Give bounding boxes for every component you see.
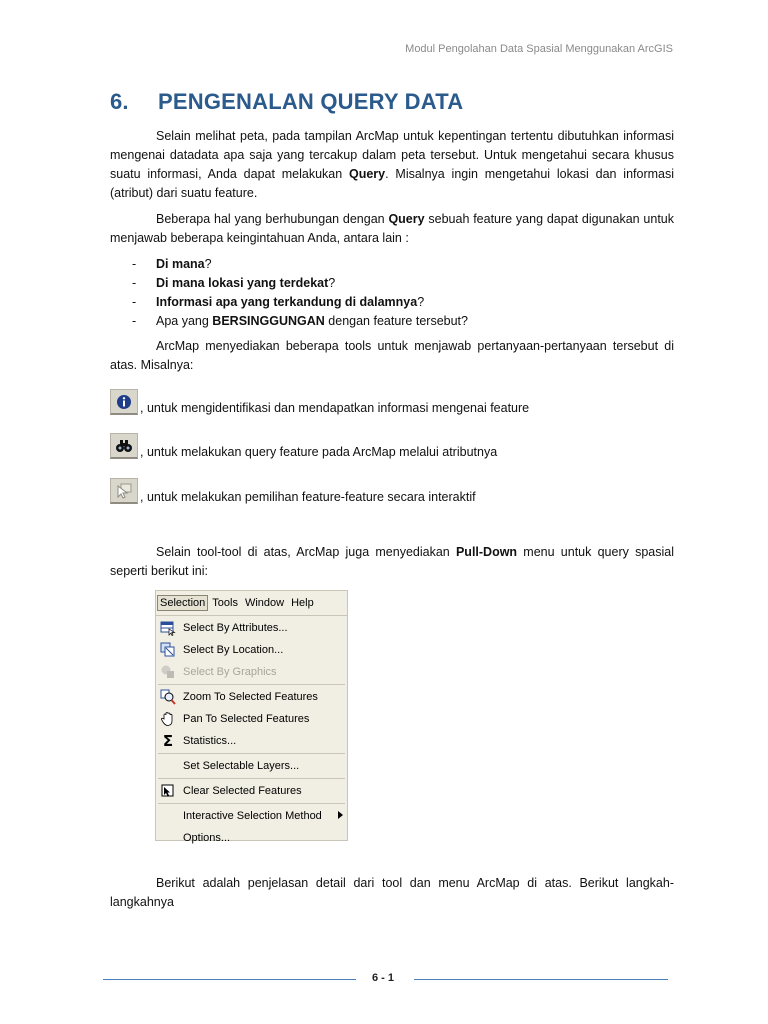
tool-row-find — [110, 432, 497, 460]
submenu-arrow-icon — [338, 811, 343, 819]
menu-separator — [158, 778, 345, 779]
menu-item-select-by-graphics[interactable]: Select By Graphics — [156, 661, 347, 683]
zoom-to-selected-icon — [160, 689, 176, 705]
footer-line-left — [103, 979, 356, 980]
selection-menu — [155, 590, 348, 844]
footer-line-right — [414, 979, 668, 980]
tool-row-identify — [110, 388, 529, 416]
select-tool-desc: , untuk melakukan pemilihan feature-feature secara interaktif — [140, 490, 476, 504]
menu-item-interactive-selection-method[interactable]: Interactive Selection Method — [156, 805, 347, 827]
sigma-icon: Σ — [162, 732, 174, 750]
menu-separator — [158, 803, 345, 804]
menu-separator — [158, 753, 345, 754]
bullet-list — [132, 255, 468, 331]
menu-item-select-by-attributes[interactable]: Select By Attributes... — [156, 617, 347, 639]
menu-item-options[interactable]: Options... — [183, 832, 231, 844]
menu-tools[interactable]: Tools — [212, 597, 238, 609]
menu-item-set-selectable-layers[interactable]: Set Selectable Layers... — [183, 760, 300, 772]
find-tool-desc: , untuk melakukan query feature pada ArcMap melalui atributnya — [140, 445, 498, 459]
menu-item-pan-to-selected[interactable]: Pan To Selected Features — [156, 708, 347, 730]
menu-help[interactable]: Help — [291, 597, 314, 609]
menu-bar — [156, 591, 347, 616]
paragraph-pulldown: Selain tool-tool di atas, ArcMap juga menyediakan Pull-Down menu untuk query spasial seperti berikut ini: — [110, 545, 674, 578]
select-features-tool-button[interactable] — [110, 478, 138, 504]
chapter-title-text: PENGENALAN QUERY DATA — [158, 89, 464, 114]
find-tool-button[interactable] — [110, 433, 138, 459]
menu-item-zoom-to-selected[interactable]: Zoom To Selected Features — [156, 686, 347, 708]
list-item: - Informasi apa yang terkandung di dalamnya? — [132, 295, 425, 309]
tool-row-select — [110, 477, 476, 505]
clear-selection-icon — [160, 783, 176, 799]
menu-item-statistics[interactable]: Σ Statistics... — [156, 730, 347, 752]
menu-item-clear-selected[interactable]: Clear Selected Features — [156, 780, 347, 802]
page-number: 6 - 1 — [372, 972, 395, 984]
chapter-title — [110, 89, 463, 115]
paragraph-query: Beberapa hal yang berhubungan dengan Query sebuah feature yang dapat digunakan untuk menjawab beberapa keingintahuan Anda, antara lain : — [110, 212, 674, 245]
menu-window[interactable]: Window — [244, 597, 285, 609]
chapter-number: 6. — [110, 89, 129, 114]
identify-icon — [116, 394, 132, 410]
binoculars-icon — [115, 439, 133, 453]
list-item: - Di mana? — [132, 257, 212, 271]
menu-separator — [158, 684, 345, 685]
pan-hand-icon — [160, 711, 176, 727]
identify-tool-desc: , untuk mengidentifikasi dan mendapatkan informasi mengenai feature — [140, 401, 530, 415]
menu-item-select-by-location[interactable]: Select By Location... — [156, 639, 347, 661]
paragraph-intro: Selain melihat peta, pada tampilan ArcMap untuk kepentingan tertentu dibutuhkan informasi mengenai datadata apa saja yang tercakup dalam peta tersebut. Untuk mengetahui secara khusus suatu informasi, Anda dapat melakukan Query. Misalnya ingin mengetahui lokasi dan informasi (atribut) dari suatu feature. — [110, 129, 674, 200]
paragraph-tools: ArcMap menyediakan beberapa tools untuk menjawab pertanyaan-pertanyaan tersebut di atas. Misalnya: — [110, 339, 674, 372]
select-by-graphics-icon — [160, 664, 176, 680]
list-item: - Apa yang BERSINGGUNGAN dengan feature tersebut? — [132, 314, 468, 328]
running-header: Modul Pengolahan Data Spasial Menggunakan ArcGIS — [405, 43, 673, 55]
select-by-location-icon — [160, 642, 176, 658]
select-features-icon — [115, 483, 133, 499]
paragraph-steps: Berikut adalah penjelasan detail dari tool dan menu ArcMap di atas. Berikut langkah-langkahnya — [110, 876, 674, 909]
select-by-attributes-icon — [160, 620, 176, 636]
identify-tool-button[interactable] — [110, 389, 138, 415]
list-item: - Di mana lokasi yang terdekat? — [132, 276, 336, 290]
menu-selection[interactable]: Selection — [157, 595, 208, 611]
